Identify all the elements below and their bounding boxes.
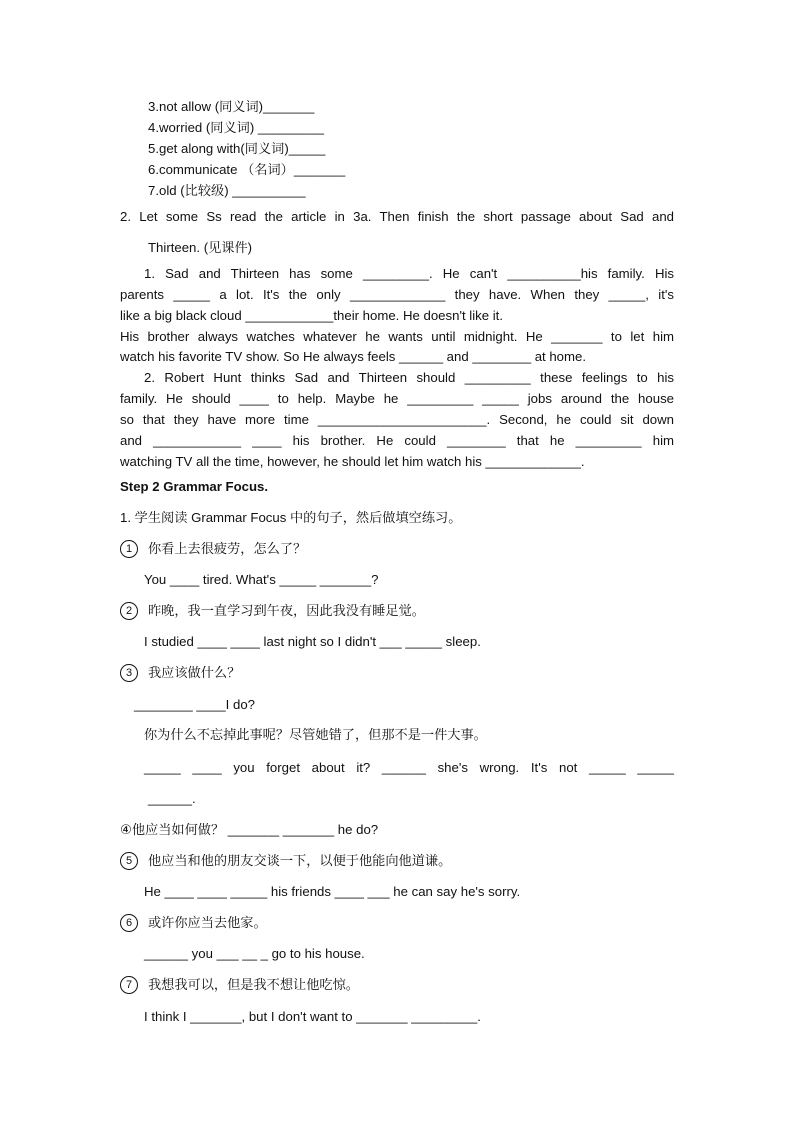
task2-instruction-cont: Thirteen. (见课件) xyxy=(148,240,253,255)
item-5-chinese: 5 他应当和他的朋友交谈一下，以便于他能向他道谦。 xyxy=(120,852,451,871)
circled-number: 1 xyxy=(120,540,138,558)
item-3b-english-cont: ______. xyxy=(148,791,196,806)
item-2-chinese: 2 昨晚，我一直学习到午夜，因此我没有睡足觉。 xyxy=(120,602,425,621)
item-1-chinese: 1 你看上去很疲劳，怎么了？ xyxy=(120,540,306,559)
item-3-english: ________ ____I do? xyxy=(134,697,256,712)
passage1-line: 1. Sad and Thirteen has some _________. He can't __________his family. His xyxy=(144,266,674,281)
item-3-chinese: 3 我应该做什么？ xyxy=(120,664,240,683)
circled-number: 7 xyxy=(120,976,138,994)
step2-intro: 1. 学生阅读 Grammar Focus 中的句子，然后做填空练习。 xyxy=(120,510,462,525)
passage2-line: family. He should ____ to help. Maybe he _________ _____ jobs around the house xyxy=(120,391,674,406)
passage2-line: 2. Robert Hunt thinks Sad and Thirteen should _________ these feelings to his xyxy=(144,370,674,385)
section-heading: Step 2 Grammar Focus. xyxy=(120,479,269,494)
item-7-chinese: 7 我想我可以，但是我不想让他吃惊。 xyxy=(120,976,359,995)
item-7-english: I think I _______, but I don't want to _______ _________. xyxy=(144,1009,481,1024)
synonym-item-3: 3.not allow (同义词)_______ xyxy=(148,99,315,114)
synonym-item-6: 6.communicate （名词）_______ xyxy=(148,162,346,177)
synonym-item-4: 4.worried (同义词) _________ xyxy=(148,120,324,135)
passage1-line: watch his favorite TV show. So He always feels ______ and ________ at home. xyxy=(120,349,587,364)
item-4: ④他应当如何做？ _______ _______ he do? xyxy=(120,822,379,837)
item-2-english: I studied ____ ____ last night so I didn't ___ _____ sleep. xyxy=(144,634,481,649)
item-6-english: ______ you ___ __ _ go to his house. xyxy=(144,946,365,961)
circled-number: 3 xyxy=(120,664,138,682)
passage1-line: like a big black cloud ____________their home. He doesn't like it. xyxy=(120,308,504,323)
circled-number: 6 xyxy=(120,914,138,932)
item-6-chinese: 6 或许你应当去他家。 xyxy=(120,914,267,933)
item-5-english: He ____ ____ _____ his friends ____ ___ he can say he's sorry. xyxy=(144,884,521,899)
item-1-english: You ____ tired. What's _____ _______? xyxy=(144,572,379,587)
passage2-line: watching TV all the time, however, he should let him watch his _____________. xyxy=(120,454,585,469)
passage1-line: His brother always watches whatever he wants until midnight. He _______ to let him xyxy=(120,329,674,344)
circled-number: 5 xyxy=(120,852,138,870)
item-3b-english: _____ ____ you forget about it? ______ she's wrong. It's not _____ _____ xyxy=(144,760,674,775)
passage2-line: so that they have more time _______________________. Second, he could sit down xyxy=(120,412,674,427)
synonym-item-5: 5.get along with(同义词)_____ xyxy=(148,141,326,156)
circled-number: 2 xyxy=(120,602,138,620)
item-3b-chinese: 你为什么不忘掉此事呢？尽管她错了，但那不是一件大事。 xyxy=(144,728,487,743)
synonym-item-7: 7.old (比较级) __________ xyxy=(148,183,306,198)
passage1-line: parents _____ a lot. It's the only _____________ they have. When they _____, it's xyxy=(120,287,674,302)
task2-instruction: 2. Let some Ss read the article in 3a. Then finish the short passage about Sad and xyxy=(120,209,674,224)
passage2-line: and ____________ ____ his brother. He could ________ that he _________ him xyxy=(120,433,674,448)
